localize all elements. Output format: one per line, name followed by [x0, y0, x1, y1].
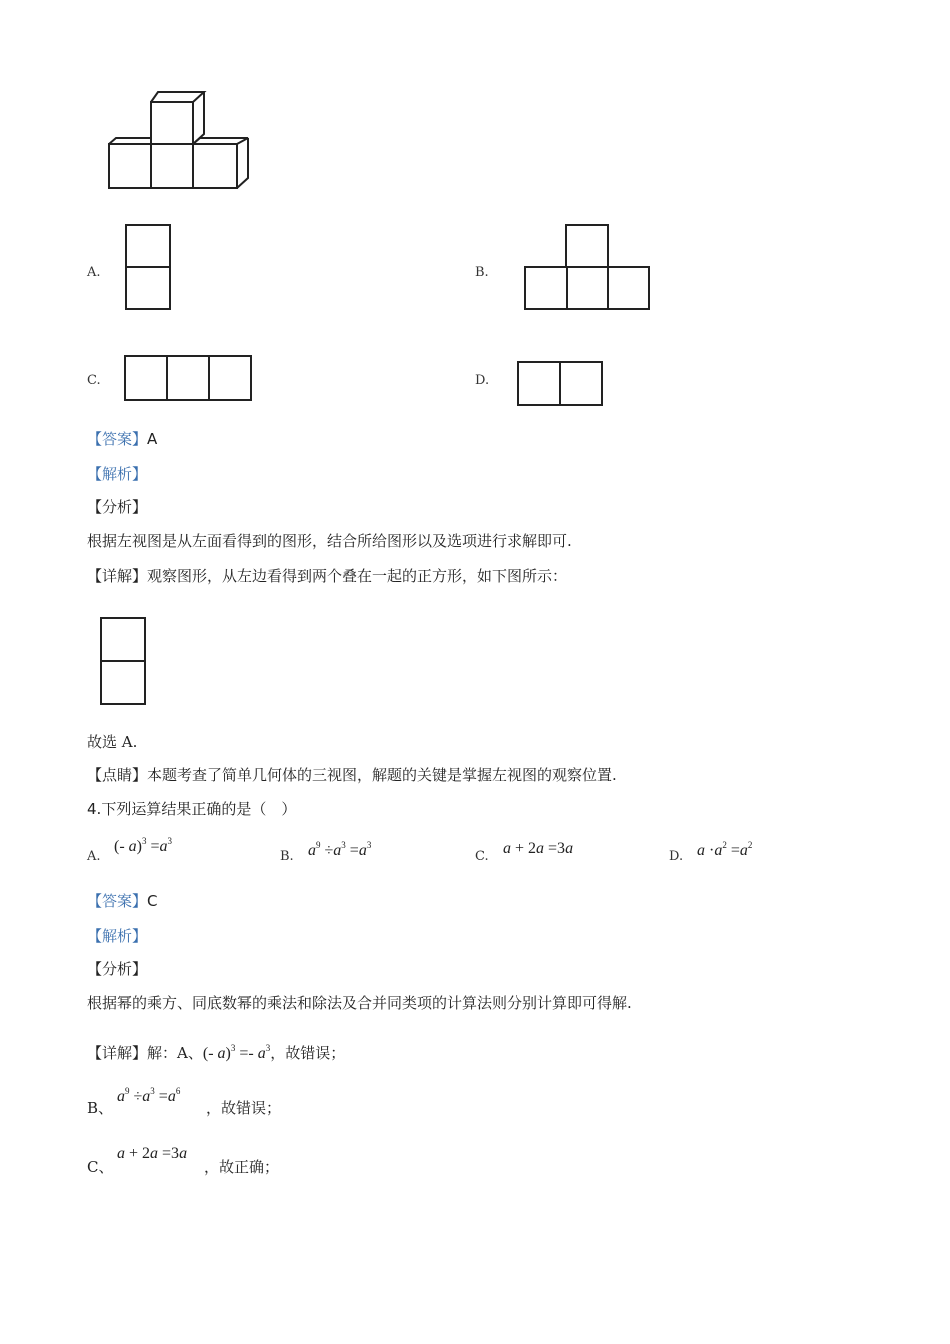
option-c-figure: [123, 354, 255, 404]
q4-detail-prefix: 解：A、: [147, 1044, 203, 1062]
q4-detail-line: [87, 1038, 345, 1064]
q4-fenxi-tag: 【分析】: [87, 960, 148, 978]
q4-answer-tag: 【答案】: [87, 892, 148, 910]
detail-text: 观察图形，从左边看得到两个叠在一起的正方形，如下图所示：: [147, 567, 568, 585]
q4-option-d-expr: $a \cdot a^2 =a^2$: [697, 840, 753, 859]
answer-tag: 【答案】: [87, 430, 148, 448]
detail-line: [87, 566, 567, 586]
option-d-letter: D.: [475, 373, 490, 388]
q4-number: 4.: [87, 800, 102, 818]
fenxi-tag: 【分析】: [87, 498, 148, 516]
q4-option-a-expr: (- $a)^3 =a^3$: [114, 836, 173, 855]
q4-option-d-letter: D.: [669, 849, 684, 864]
answer-value: A: [147, 430, 158, 448]
option-b-letter: B.: [475, 265, 489, 280]
conclusion-text: 故选 A.: [87, 733, 138, 751]
option-b-figure: [523, 223, 653, 313]
comment-text: 本题考查了简单几何体的三视图，解题的关键是掌握左视图的观察位置.: [147, 766, 617, 784]
left-view-figure: [99, 616, 149, 708]
q4-option-b-expr: $a^9 \div a^3 =a^3$: [308, 840, 372, 859]
option-a-letter: A.: [87, 265, 101, 280]
option-a-figure: [124, 223, 174, 313]
fenxi-text: 根据左视图是从左面看得到的图形，结合所给图形以及选项进行求解即可.: [87, 532, 572, 550]
comment-line: [87, 765, 617, 785]
analysis-tag: 【解析】: [87, 465, 148, 483]
q4-analysis-tag: 【解析】: [87, 927, 148, 945]
option-d-figure: [516, 360, 606, 408]
q4-fenxi-text: 根据幂的乘方、同底数幂的乘法和除法及合并同类项的计算法则分别计算即可得解.: [87, 994, 632, 1012]
q4-line-c-prefix: C、: [87, 1158, 114, 1176]
q4-option-a-letter: A.: [87, 849, 101, 864]
q4-detail-a-suffix: ，故错误；: [270, 1044, 346, 1062]
q4-option-b-letter: B.: [280, 849, 294, 864]
q4-option-c-expr: a + 2a =3a: [503, 840, 574, 857]
q4-detail-a-expr: (- $a)^3 =- a^3$: [202, 1043, 271, 1062]
option-c-letter: C.: [87, 373, 101, 388]
q4-stem-line: [87, 799, 296, 819]
q4-option-c-letter: C.: [475, 849, 489, 864]
q4-detail-tag: 【详解】: [87, 1044, 148, 1062]
detail-tag: 【详解】: [87, 567, 148, 585]
q3-answer-line: [87, 429, 157, 449]
cube-stack-figure: [105, 88, 255, 193]
q4-answer-value: C: [147, 892, 158, 910]
q4-line-b-expr: $a^9 \div a^3 =a^6$: [117, 1086, 181, 1105]
q4-line-c-expr: a + 2a =3a: [117, 1145, 188, 1162]
q4-stem: 下列运算结果正确的是（ ）: [101, 800, 297, 818]
q4-answer-line: [87, 891, 158, 911]
q4-line-b-suffix: ，故错误；: [206, 1099, 282, 1117]
q4-line-c-suffix: ，故正确；: [204, 1158, 280, 1176]
comment-tag: 【点睛】: [87, 766, 148, 784]
q4-line-b-prefix: B、: [87, 1099, 114, 1117]
